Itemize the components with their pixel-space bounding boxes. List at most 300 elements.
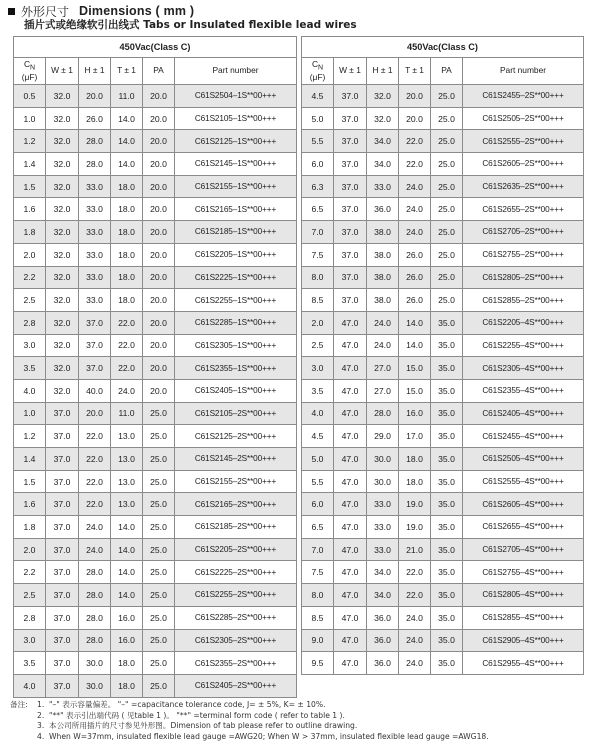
cell-pin-spacing: 35.0 — [431, 584, 463, 607]
cell-capacitance: 3.0 — [14, 629, 46, 652]
cell-height: 33.0 — [367, 516, 399, 539]
cell-thickness: 24.0 — [111, 379, 143, 402]
cell-pin-spacing: 25.0 — [143, 493, 175, 516]
table-row — [302, 402, 584, 425]
cell-height: 34.0 — [367, 561, 399, 584]
cell-height: 37.0 — [79, 311, 111, 334]
cell-height: 30.0 — [367, 470, 399, 493]
cell-width: 32.0 — [46, 266, 79, 289]
cell-pin-spacing: 25.0 — [143, 584, 175, 607]
cell-thickness: 26.0 — [399, 289, 431, 312]
cell-capacitance: 3.0 — [14, 334, 46, 357]
cell-pin-spacing: 25.0 — [143, 629, 175, 652]
cell-thickness: 18.0 — [111, 674, 143, 697]
heading-cn: 外形尺寸 — [21, 4, 70, 19]
cell-thickness: 24.0 — [399, 629, 431, 652]
cell-part-number: C61S2605–4S**00+++ — [463, 493, 584, 516]
cell-part-number: C61S2355–2S**00+++ — [175, 652, 297, 675]
cell-width: 47.0 — [334, 311, 367, 334]
cell-thickness: 16.0 — [111, 606, 143, 629]
table-row — [14, 153, 297, 176]
cell-height: 38.0 — [367, 266, 399, 289]
cell-pin-spacing: 25.0 — [431, 175, 463, 198]
cell-width: 47.0 — [334, 334, 367, 357]
cell-thickness: 13.0 — [111, 470, 143, 493]
cell-height: 24.0 — [79, 538, 111, 561]
table-row — [14, 311, 297, 334]
column-header-part-number: Part number — [175, 58, 297, 85]
cell-pin-spacing: 20.0 — [143, 85, 175, 108]
cell-thickness: 13.0 — [111, 448, 143, 471]
cell-width: 47.0 — [334, 379, 367, 402]
cell-capacitance: 1.6 — [14, 198, 46, 221]
cell-part-number: C61S2705–4S**00+++ — [463, 538, 584, 561]
cell-pin-spacing: 20.0 — [143, 357, 175, 380]
cell-part-number: C61S2205–4S**00+++ — [463, 311, 584, 334]
cell-width: 47.0 — [334, 606, 367, 629]
cell-part-number: C61S2125–2S**00+++ — [175, 425, 297, 448]
cell-thickness: 14.0 — [111, 516, 143, 539]
table-row — [302, 153, 584, 176]
cell-width: 47.0 — [334, 493, 367, 516]
cell-height: 33.0 — [367, 493, 399, 516]
cell-pin-spacing: 20.0 — [143, 198, 175, 221]
table-row — [14, 175, 297, 198]
column-header-capacitance: $C_N$ (μF) — [302, 58, 334, 85]
cell-pin-spacing: 35.0 — [431, 448, 463, 471]
cell-capacitance: 2.5 — [14, 289, 46, 312]
square-bullet-icon — [8, 8, 15, 15]
cell-capacitance: 1.4 — [14, 153, 46, 176]
cell-thickness: 22.0 — [399, 561, 431, 584]
cell-thickness: 22.0 — [399, 153, 431, 176]
table-title: 450Vac(Class C) — [14, 37, 297, 58]
cell-part-number: C61S2555–2S**00+++ — [463, 130, 584, 153]
table-row — [302, 629, 584, 652]
cell-pin-spacing: 25.0 — [431, 221, 463, 244]
cell-width: 37.0 — [46, 448, 79, 471]
cell-width: 32.0 — [46, 107, 79, 130]
cell-width: 37.0 — [46, 561, 79, 584]
column-header-height: H ± 1 — [79, 58, 111, 85]
cell-capacitance: 1.2 — [14, 130, 46, 153]
table-row — [302, 425, 584, 448]
cell-capacitance: 5.5 — [302, 470, 334, 493]
cell-height: 34.0 — [367, 153, 399, 176]
cell-thickness: 14.0 — [111, 538, 143, 561]
cell-capacitance: 1.5 — [14, 470, 46, 493]
cell-width: 37.0 — [334, 289, 367, 312]
cell-part-number: C61S2255–2S**00+++ — [175, 584, 297, 607]
cell-width: 32.0 — [46, 175, 79, 198]
table-row — [302, 311, 584, 334]
cell-height: 34.0 — [367, 584, 399, 607]
cell-pin-spacing: 35.0 — [431, 629, 463, 652]
table-row — [302, 289, 584, 312]
cell-part-number: C61S2355–4S**00+++ — [463, 379, 584, 402]
cell-capacitance: 6.0 — [302, 153, 334, 176]
column-header-pin-spacing: PA — [143, 58, 175, 85]
cell-capacitance: 2.0 — [14, 538, 46, 561]
note-text: When W=37mm, insulated flexible lead gauge =AWG20; When W > 37mm, insulated flexible lead gauge =AWG18. — [49, 731, 489, 741]
cell-pin-spacing: 20.0 — [143, 130, 175, 153]
table-row — [14, 289, 297, 312]
table-row — [302, 561, 584, 584]
cell-part-number: C61S2905–4S**00+++ — [463, 629, 584, 652]
cell-capacitance: 3.0 — [302, 357, 334, 380]
cell-part-number: C61S2505–2S**00+++ — [463, 107, 584, 130]
table-row — [302, 357, 584, 380]
cell-width: 32.0 — [46, 130, 79, 153]
cell-part-number: C61S2285–2S**00+++ — [175, 606, 297, 629]
cell-pin-spacing: 25.0 — [431, 198, 463, 221]
cell-thickness: 14.0 — [399, 311, 431, 334]
table-row — [14, 561, 297, 584]
cell-part-number: C61S2855–4S**00+++ — [463, 606, 584, 629]
cell-width: 37.0 — [334, 130, 367, 153]
cell-width: 32.0 — [46, 379, 79, 402]
cell-width: 32.0 — [46, 289, 79, 312]
cell-capacitance: 9.5 — [302, 652, 334, 675]
cell-height: 40.0 — [79, 379, 111, 402]
cell-capacitance: 2.8 — [14, 311, 46, 334]
cell-width: 37.0 — [334, 85, 367, 108]
cell-pin-spacing: 25.0 — [143, 674, 175, 697]
cell-part-number: C61S2455–4S**00+++ — [463, 425, 584, 448]
cell-thickness: 18.0 — [111, 243, 143, 266]
cell-thickness: 22.0 — [111, 357, 143, 380]
cell-pin-spacing: 20.0 — [143, 311, 175, 334]
cell-pin-spacing: 35.0 — [431, 606, 463, 629]
cell-height: 38.0 — [367, 289, 399, 312]
cell-capacitance: 5.0 — [302, 448, 334, 471]
cell-capacitance: 2.0 — [302, 311, 334, 334]
column-header-width: W ± 1 — [46, 58, 79, 85]
cell-thickness: 18.0 — [399, 448, 431, 471]
cell-height: 22.0 — [79, 448, 111, 471]
cell-pin-spacing: 35.0 — [431, 379, 463, 402]
cell-part-number: C61S2255–1S**00+++ — [175, 289, 297, 312]
cell-height: 27.0 — [367, 379, 399, 402]
cell-capacitance: 4.5 — [302, 85, 334, 108]
cell-pin-spacing: 35.0 — [431, 425, 463, 448]
cell-part-number: C61S2755–4S**00+++ — [463, 561, 584, 584]
cell-width: 47.0 — [334, 516, 367, 539]
cell-thickness: 22.0 — [111, 311, 143, 334]
cell-thickness: 14.0 — [111, 561, 143, 584]
cell-height: 29.0 — [367, 425, 399, 448]
table-row — [302, 516, 584, 539]
cell-pin-spacing: 25.0 — [143, 652, 175, 675]
cell-thickness: 13.0 — [111, 493, 143, 516]
cell-capacitance: 4.5 — [302, 425, 334, 448]
cell-part-number: C61S2225–2S**00+++ — [175, 561, 297, 584]
cell-width: 47.0 — [334, 629, 367, 652]
cell-height: 22.0 — [79, 425, 111, 448]
cell-width: 32.0 — [46, 334, 79, 357]
cell-height: 24.0 — [367, 311, 399, 334]
cell-pin-spacing: 35.0 — [431, 402, 463, 425]
cell-width: 37.0 — [46, 425, 79, 448]
table-row — [14, 379, 297, 402]
cell-pin-spacing: 35.0 — [431, 357, 463, 380]
cell-capacitance: 1.6 — [14, 493, 46, 516]
cell-capacitance: 8.0 — [302, 266, 334, 289]
table-row — [302, 584, 584, 607]
cell-thickness: 19.0 — [399, 493, 431, 516]
table-row — [14, 266, 297, 289]
cell-thickness: 26.0 — [399, 266, 431, 289]
cell-thickness: 15.0 — [399, 357, 431, 380]
cell-height: 36.0 — [367, 629, 399, 652]
cell-height: 33.0 — [79, 266, 111, 289]
cell-height: 32.0 — [367, 85, 399, 108]
cell-pin-spacing: 25.0 — [143, 448, 175, 471]
cell-width: 37.0 — [46, 674, 79, 697]
cell-thickness: 22.0 — [399, 584, 431, 607]
cell-pin-spacing: 25.0 — [143, 516, 175, 539]
heading-en: Dimensions ( mm ) — [79, 4, 195, 18]
cell-height: 30.0 — [79, 652, 111, 675]
table-row — [14, 493, 297, 516]
cell-height: 33.0 — [367, 538, 399, 561]
cell-pin-spacing: 25.0 — [143, 402, 175, 425]
table-row — [302, 448, 584, 471]
cell-capacitance: 3.5 — [14, 357, 46, 380]
cell-part-number: C61S2405–4S**00+++ — [463, 402, 584, 425]
cell-pin-spacing: 35.0 — [431, 652, 463, 675]
cell-capacitance: 2.2 — [14, 561, 46, 584]
cell-part-number: C61S2185–2S**00+++ — [175, 516, 297, 539]
cell-pin-spacing: 25.0 — [431, 85, 463, 108]
table-row — [302, 334, 584, 357]
cell-width: 47.0 — [334, 538, 367, 561]
cell-pin-spacing: 35.0 — [431, 311, 463, 334]
cell-width: 47.0 — [334, 357, 367, 380]
cell-capacitance: 6.0 — [302, 493, 334, 516]
cell-part-number: C61S2145–2S**00+++ — [175, 448, 297, 471]
column-header-row — [302, 58, 584, 85]
cell-pin-spacing: 20.0 — [143, 175, 175, 198]
cell-thickness: 21.0 — [399, 538, 431, 561]
cell-capacitance: 2.8 — [14, 606, 46, 629]
cell-height: 20.0 — [79, 85, 111, 108]
cell-part-number: C61S2305–4S**00+++ — [463, 357, 584, 380]
cell-part-number: C61S2305–1S**00+++ — [175, 334, 297, 357]
table-row — [302, 652, 584, 675]
cell-capacitance: 5.5 — [302, 130, 334, 153]
cell-height: 33.0 — [79, 221, 111, 244]
cell-thickness: 24.0 — [399, 652, 431, 675]
cell-height: 30.0 — [79, 674, 111, 697]
table-row — [14, 606, 297, 629]
note-row — [10, 721, 489, 732]
cell-width: 47.0 — [334, 470, 367, 493]
table-row — [14, 470, 297, 493]
cell-capacitance: 8.5 — [302, 606, 334, 629]
cell-pin-spacing: 25.0 — [143, 538, 175, 561]
cell-pin-spacing: 35.0 — [431, 334, 463, 357]
cell-width: 37.0 — [46, 516, 79, 539]
cell-capacitance: 8.5 — [302, 289, 334, 312]
cell-height: 33.0 — [79, 289, 111, 312]
column-header-part-number: Part number — [463, 58, 584, 85]
cell-pin-spacing: 20.0 — [143, 153, 175, 176]
cell-pin-spacing: 25.0 — [143, 425, 175, 448]
table-row — [14, 538, 297, 561]
cell-capacitance: 7.0 — [302, 221, 334, 244]
column-header-row — [14, 58, 297, 85]
cell-height: 24.0 — [367, 334, 399, 357]
cell-capacitance: 7.0 — [302, 538, 334, 561]
table-title: 450Vac(Class C) — [302, 37, 584, 58]
cell-height: 28.0 — [79, 606, 111, 629]
cell-thickness: 20.0 — [399, 85, 431, 108]
cell-height: 28.0 — [79, 130, 111, 153]
subheading: 插片式或绝缘软引出线式 Tabs or Insulated flexible lead wires — [24, 19, 357, 31]
cell-part-number: C61S2655–2S**00+++ — [463, 198, 584, 221]
cell-capacitance: 1.5 — [14, 175, 46, 198]
cell-height: 26.0 — [79, 107, 111, 130]
cell-capacitance: 0.5 — [14, 85, 46, 108]
cell-pin-spacing: 35.0 — [431, 561, 463, 584]
table-row — [14, 107, 297, 130]
note-row — [10, 732, 489, 743]
cell-height: 22.0 — [79, 493, 111, 516]
table-row — [14, 402, 297, 425]
cell-capacitance: 6.5 — [302, 516, 334, 539]
table-row — [14, 425, 297, 448]
cell-width: 37.0 — [46, 629, 79, 652]
table-row — [302, 85, 584, 108]
cell-capacitance: 2.5 — [302, 334, 334, 357]
cell-thickness: 24.0 — [399, 175, 431, 198]
cell-part-number: C61S2455–2S**00+++ — [463, 85, 584, 108]
cell-height: 36.0 — [367, 198, 399, 221]
cell-thickness: 16.0 — [399, 402, 431, 425]
cell-width: 37.0 — [334, 153, 367, 176]
cell-height: 28.0 — [367, 402, 399, 425]
cell-height: 33.0 — [79, 175, 111, 198]
cell-height: 36.0 — [367, 606, 399, 629]
cell-height: 36.0 — [367, 652, 399, 675]
cell-height: 32.0 — [367, 107, 399, 130]
cell-pin-spacing: 25.0 — [143, 561, 175, 584]
cell-pin-spacing: 25.0 — [143, 606, 175, 629]
cell-pin-spacing: 20.0 — [143, 266, 175, 289]
cell-pin-spacing: 35.0 — [431, 470, 463, 493]
cell-thickness: 13.0 — [111, 425, 143, 448]
cell-thickness: 18.0 — [111, 266, 143, 289]
cell-part-number: C61S2655–4S**00+++ — [463, 516, 584, 539]
cell-capacitance: 1.0 — [14, 107, 46, 130]
cell-capacitance: 3.5 — [14, 652, 46, 675]
cell-thickness: 19.0 — [399, 516, 431, 539]
cell-part-number: C61S2805–4S**00+++ — [463, 584, 584, 607]
table-body — [14, 85, 297, 698]
note-number: 4. — [37, 731, 45, 741]
cell-height: 33.0 — [79, 243, 111, 266]
table-row — [302, 175, 584, 198]
note-number: 3. — [37, 721, 45, 731]
spec-table-left — [13, 36, 297, 698]
cell-height: 34.0 — [367, 130, 399, 153]
table-row — [14, 629, 297, 652]
cell-part-number: C61S2705–2S**00+++ — [463, 221, 584, 244]
cell-part-number: C61S2255–4S**00+++ — [463, 334, 584, 357]
cell-capacitance: 7.5 — [302, 243, 334, 266]
table-row — [302, 266, 584, 289]
note-number: 2. — [37, 710, 45, 720]
cell-height: 33.0 — [367, 175, 399, 198]
cell-width: 47.0 — [334, 402, 367, 425]
cell-thickness: 14.0 — [111, 584, 143, 607]
cell-part-number: C61S2605–2S**00+++ — [463, 153, 584, 176]
cell-thickness: 26.0 — [399, 243, 431, 266]
cell-width: 37.0 — [334, 198, 367, 221]
cell-width: 37.0 — [46, 538, 79, 561]
cell-part-number: C61S2205–1S**00+++ — [175, 243, 297, 266]
cell-width: 37.0 — [334, 243, 367, 266]
cell-width: 37.0 — [46, 470, 79, 493]
cell-width: 37.0 — [46, 584, 79, 607]
cell-thickness: 18.0 — [111, 175, 143, 198]
cell-part-number: C61S2355–1S**00+++ — [175, 357, 297, 380]
cell-part-number: C61S2555–4S**00+++ — [463, 470, 584, 493]
table-row — [14, 198, 297, 221]
cell-thickness: 24.0 — [399, 606, 431, 629]
cell-pin-spacing: 20.0 — [143, 243, 175, 266]
table-row — [302, 198, 584, 221]
cell-width: 47.0 — [334, 652, 367, 675]
cell-height: 38.0 — [367, 243, 399, 266]
note-text: "–" 表示容量偏差。 "–" =capacitance tolerance code, J= ± 5%, K= ± 10%. — [49, 700, 326, 709]
note-number: 1. — [37, 700, 45, 709]
cell-thickness: 18.0 — [111, 289, 143, 312]
cell-pin-spacing: 20.0 — [143, 334, 175, 357]
cell-width: 37.0 — [334, 266, 367, 289]
table-row — [14, 221, 297, 244]
table-row — [302, 470, 584, 493]
cell-height: 22.0 — [79, 470, 111, 493]
cell-part-number: C61S2305–2S**00+++ — [175, 629, 297, 652]
cell-pin-spacing: 25.0 — [431, 130, 463, 153]
note-row — [10, 711, 489, 722]
cell-width: 37.0 — [46, 652, 79, 675]
cell-thickness: 18.0 — [111, 652, 143, 675]
table-row — [302, 493, 584, 516]
cell-height: 24.0 — [79, 516, 111, 539]
cell-height: 28.0 — [79, 561, 111, 584]
cell-thickness: 11.0 — [111, 402, 143, 425]
column-header-pin-spacing: PA — [431, 58, 463, 85]
cell-width: 37.0 — [334, 221, 367, 244]
cell-height: 28.0 — [79, 153, 111, 176]
note-row — [10, 700, 489, 711]
cell-width: 47.0 — [334, 561, 367, 584]
cell-thickness: 18.0 — [111, 198, 143, 221]
cell-part-number: C61S2155–1S**00+++ — [175, 175, 297, 198]
cell-width: 32.0 — [46, 357, 79, 380]
note-text: "**" 表示引出端代码 ( 见table 1 )。 "**" =terminal form code ( refer to table 1 ). — [49, 710, 345, 720]
cell-height: 38.0 — [367, 221, 399, 244]
notes — [10, 700, 489, 742]
cell-pin-spacing: 35.0 — [431, 538, 463, 561]
cell-width: 37.0 — [46, 606, 79, 629]
cell-part-number: C61S2805–2S**00+++ — [463, 266, 584, 289]
column-header-width: W ± 1 — [334, 58, 367, 85]
cell-height: 28.0 — [79, 584, 111, 607]
